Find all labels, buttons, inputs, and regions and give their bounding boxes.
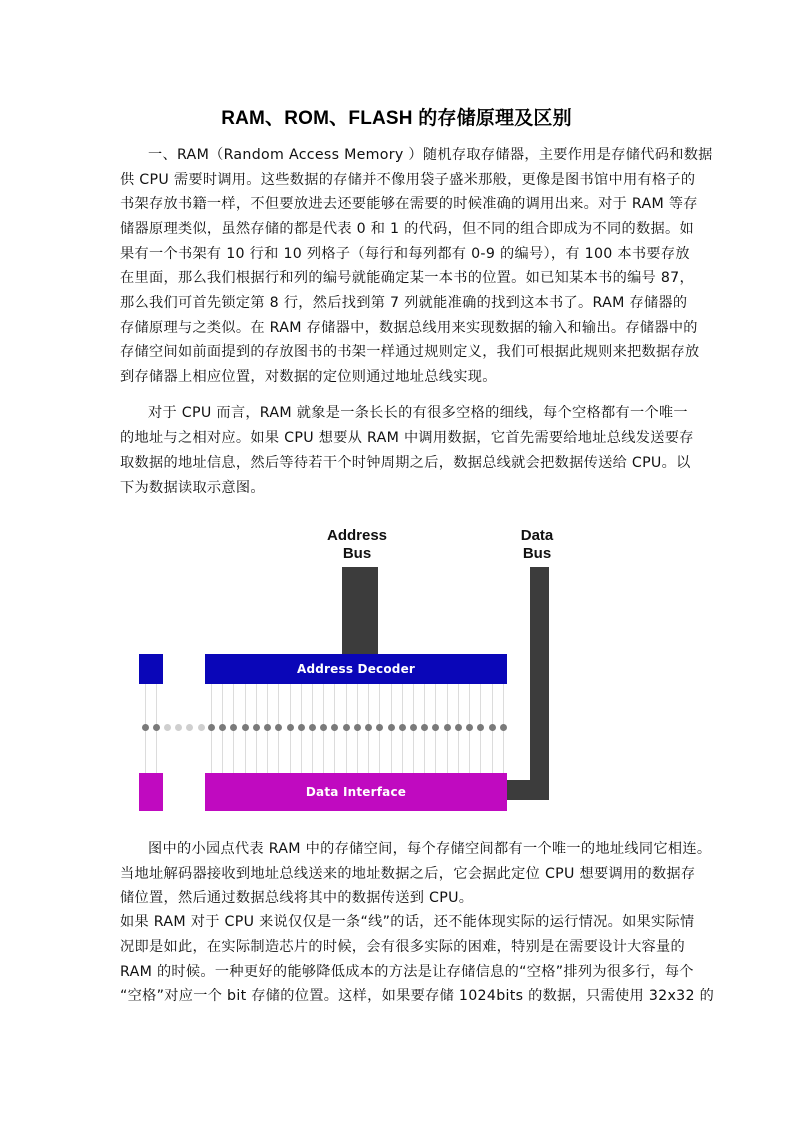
memory-cell bbox=[376, 724, 383, 731]
memory-cell bbox=[309, 724, 316, 731]
address-bus-label bbox=[317, 527, 397, 563]
memory-cell bbox=[466, 724, 473, 731]
memory-cell bbox=[219, 724, 226, 731]
memory-cell bbox=[208, 724, 215, 731]
text-line: 当地址解码器接收到地址总线送来的地址数据之后，它会据此定位 CPU 想要调用的数据存 bbox=[120, 866, 696, 882]
memory-cell bbox=[186, 724, 193, 731]
memory-cell bbox=[253, 724, 260, 731]
text-line: 如果 RAM 对于 CPU 来说仅仅是一条“线”的话，还不能体现实际的运行情况。如果实际情 bbox=[120, 914, 695, 930]
text-line: 储位置，然后通过数据总线将其中的数据传送到 CPU。 bbox=[120, 890, 474, 906]
text-line: 况即是如此，在实际制造芯片的时候，会有很多实际的困难，特别是在需要设计大容量的 bbox=[120, 939, 686, 955]
memory-cell bbox=[477, 724, 484, 731]
data-bus-connector bbox=[507, 780, 549, 800]
memory-cell bbox=[320, 724, 327, 731]
data-bus-label-line1: Data bbox=[520, 527, 554, 544]
memory-cell bbox=[298, 724, 305, 731]
memory-cell bbox=[421, 724, 428, 731]
memory-cell bbox=[354, 724, 361, 731]
data-bus-label-line2: Bus bbox=[522, 545, 552, 562]
text-line: “空格”对应一个 bit 存储的位置。这样，如果要存储 1024bits 的数据，只需使用 32x32 的 bbox=[120, 988, 715, 1004]
memory-cell bbox=[275, 724, 282, 731]
text-line: 下为数据读取示意图。 bbox=[120, 480, 265, 496]
address-bus-label-line2: Bus bbox=[342, 545, 372, 562]
data-interface-label: Data Interface bbox=[305, 785, 407, 799]
text-line: 在里面，那么我们根据行和列的编号就能确定某一本书的位置。如已知某本书的编号 87， bbox=[120, 270, 694, 286]
memory-cell bbox=[153, 724, 160, 731]
page-title: RAM、ROM、FLASH 的存储原理及区别 bbox=[221, 108, 572, 129]
text-line: RAM 的时候。一种更好的能够降低成本的方法是让存储信息的“空格”排列为很多行，每个 bbox=[120, 964, 694, 980]
text-line: 取数据的地址信息，然后等待若干个时钟周期之后，数据总线就会把数据传送给 CPU。以 bbox=[120, 455, 691, 471]
data-bus-label bbox=[507, 527, 567, 563]
text-line: 果有一个书架有 10 行和 10 列格子（每行和每列都有 0-9 的编号），有 100 本书要存放 bbox=[120, 246, 690, 262]
memory-cell bbox=[175, 724, 182, 731]
text-line: 那么我们可首先锁定第 8 行，然后找到第 7 列就能准确的找到这本书了。RAM 存储器的 bbox=[120, 295, 688, 311]
memory-cell bbox=[264, 724, 271, 731]
text-line: 储器原理类似，虽然存储的都是代表 0 和 1 的代码，但不同的组合即成为不同的数据。如 bbox=[120, 221, 694, 237]
data-interface bbox=[205, 773, 507, 811]
memory-cell bbox=[455, 724, 462, 731]
memory-cell bbox=[399, 724, 406, 731]
memory-cell bbox=[365, 724, 372, 731]
data-bus-vertical bbox=[530, 567, 549, 800]
address-decoder-segment-left bbox=[139, 654, 163, 684]
memory-cell bbox=[230, 724, 237, 731]
memory-cell bbox=[343, 724, 350, 731]
memory-cell bbox=[500, 724, 507, 731]
text-line: 书架存放书籍一样，不但要放进去还要能够在需要的时候准确的调用出来。对于 RAM 等存 bbox=[120, 196, 698, 212]
memory-cell bbox=[444, 724, 451, 731]
text-line: 存储原理与之类似。在 RAM 存储器中，数据总线用来实现数据的输入和输出。存储器中的 bbox=[120, 320, 698, 336]
text-line: 存储空间如前面提到的存放图书的书架一样通过规则定义，我们可根据此规则来把数据存放 bbox=[120, 344, 700, 360]
text-line: 供 CPU 需要时调用。这些数据的存储并不像用袋子盛米那般，更像是图书馆中用有格子的 bbox=[120, 172, 696, 188]
text-line: 到存储器上相应位置，对数据的定位则通过地址总线实现。 bbox=[120, 369, 497, 385]
text-line: 对于 CPU 而言，RAM 就象是一条长长的有很多空格的细线，每个空格都有一个唯一 bbox=[148, 405, 688, 421]
address-decoder bbox=[205, 654, 507, 684]
address-decoder-label: Address Decoder bbox=[296, 662, 416, 676]
memory-cell bbox=[142, 724, 149, 731]
data-interface-segment-left bbox=[139, 773, 163, 811]
memory-cell bbox=[388, 724, 395, 731]
text-line: 的地址与之相对应。如果 CPU 想要从 RAM 中调用数据，它首先需要给地址总线发送要存 bbox=[120, 430, 694, 446]
memory-cell bbox=[287, 724, 294, 731]
memory-cell bbox=[164, 724, 171, 731]
memory-cell bbox=[198, 724, 205, 731]
text-line: 一、RAM（Random Access Memory ）随机存取存储器，主要作用是存储代码和数据 bbox=[148, 147, 713, 163]
address-bus bbox=[342, 567, 378, 654]
memory-cell bbox=[489, 724, 496, 731]
memory-cell bbox=[410, 724, 417, 731]
text-line: 图中的小园点代表 RAM 中的存储空间，每个存储空间都有一个唯一的地址线同它相连。 bbox=[148, 841, 712, 857]
memory-cell bbox=[242, 724, 249, 731]
address-bus-label-line1: Address bbox=[326, 527, 388, 544]
memory-cell bbox=[432, 724, 439, 731]
memory-cell bbox=[331, 724, 338, 731]
